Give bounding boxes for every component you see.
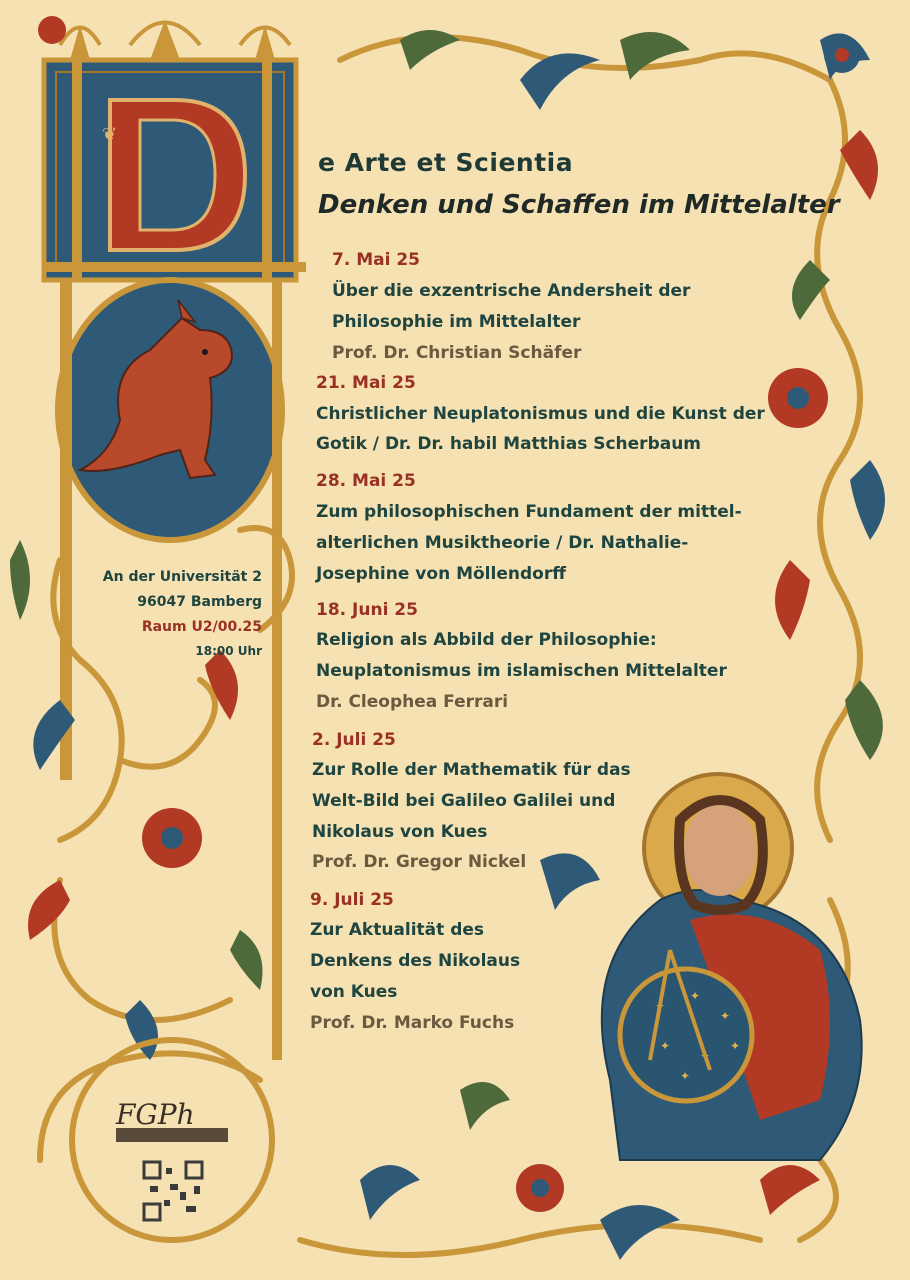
lecture-5-title-line: Zur Rolle der Mathematik für das — [312, 760, 631, 780]
lecture-4-date: 18. Juni 25 — [316, 600, 418, 620]
svg-text:✦: ✦ — [655, 999, 666, 1013]
svg-text:✦: ✦ — [720, 1009, 731, 1023]
lecture-6-title-line: Zur Aktualität des — [310, 920, 485, 940]
qr-code — [142, 1160, 204, 1222]
lecture-3-title-line: Josephine von Möllendorff — [316, 564, 566, 584]
lecture-1-title-line: Philosophie im Mittelalter — [332, 312, 581, 332]
lecture-1-date: 7. Mai 25 — [332, 250, 420, 270]
svg-text:✦: ✦ — [690, 989, 701, 1003]
svg-text:❦: ❦ — [102, 124, 118, 145]
lecture-2-title-line: Gotik / Dr. Dr. habil Matthias Scherbaum — [316, 434, 702, 454]
svg-text:✦: ✦ — [730, 1039, 741, 1053]
lecture-5-title-line: Welt-Bild bei Galileo Galilei und — [312, 791, 616, 811]
lecture-3-date: 28. Mai 25 — [316, 471, 416, 491]
svg-text:✦: ✦ — [660, 1039, 671, 1053]
lecture-6-speaker: Prof. Dr. Marko Fuchs — [310, 1013, 515, 1033]
venue-room: Raum U2/00.25 — [141, 619, 262, 635]
lecture-5-title-line: Nikolaus von Kues — [312, 822, 488, 842]
lecture-4-title-line: Religion als Abbild der Philosophie: — [316, 630, 657, 650]
lecture-1-speaker: Prof. Dr. Christian Schäfer — [332, 343, 582, 363]
lecture-1-title-line: Über die exzentrische Andersheit der — [332, 281, 691, 301]
lecture-3-title-line: Zum philosophischen Fundament der mittel- — [316, 502, 742, 522]
lecture-5-speaker: Prof. Dr. Gregor Nickel — [312, 852, 527, 872]
subtitle: Denken und Schaffen im Mittelalter — [318, 190, 840, 220]
lecture-6-title-line: von Kues — [310, 982, 398, 1002]
title: e Arte et Scientia — [318, 148, 574, 177]
lecture-2-title-line: Christlicher Neuplatonismus und die Kunst der — [316, 404, 765, 424]
venue-time: 18:00 Uhr — [195, 644, 262, 658]
fgph-logo: FGPh — [116, 1098, 195, 1131]
lecture-6-date: 9. Juli 25 — [310, 890, 394, 910]
lecture-3-title-line: alterlichen Musiktheorie / Dr. Nathalie- — [316, 533, 689, 553]
svg-text:✦: ✦ — [700, 1049, 711, 1063]
lecture-6-title-line: Denkens des Nikolaus — [310, 951, 521, 971]
lecture-2-date: 21. Mai 25 — [316, 373, 416, 393]
lecture-4-speaker: Dr. Cleophea Ferrari — [316, 692, 509, 712]
lecture-4-title-line: Neuplatonismus im islamischen Mittelalter — [316, 661, 727, 681]
venue-street: An der Universität 2 — [102, 569, 262, 585]
left-frame — [44, 20, 306, 1060]
christ-illumination — [602, 774, 862, 1160]
lecture-5-date: 2. Juli 25 — [312, 730, 396, 750]
svg-text:✦: ✦ — [680, 1069, 691, 1083]
venue-city: 96047 Bamberg — [137, 594, 262, 610]
